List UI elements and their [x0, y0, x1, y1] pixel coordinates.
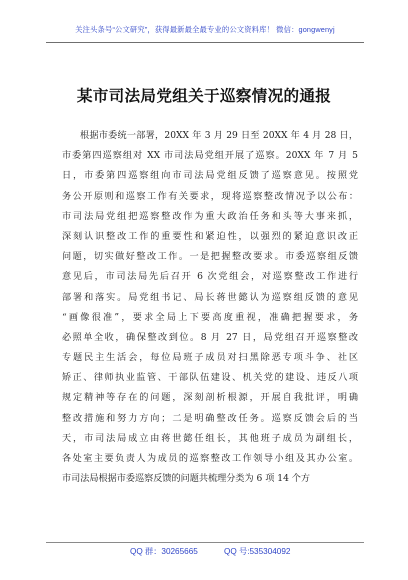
footer-qq-number: QQ 号:535304092 — [224, 547, 291, 556]
body-line: 规定精神等存在的问题，深刻剖析根源，开展自我批评，明确 — [62, 393, 358, 404]
body-line: 矫正、律师执业监管、干部队伍建设、机关党的建设、违反八项 — [62, 373, 358, 384]
page-footer — [0, 542, 408, 558]
body-line: 根据市委统一部署，20XX 年 3 月 29 日至 20XX 年 4 月 28 日， — [80, 131, 358, 141]
footer-divider — [46, 542, 364, 543]
body-line: 专题民主生活会，每位局班子成员对扫黑除恶专项斗争、社区 — [62, 353, 358, 364]
body-line: 天，市司法局成立由蒋世懿任组长，其他班子成员为副组长， — [62, 433, 358, 444]
body-line: 市司法局根据市委巡察反馈的问题共梳理分类为 6 项 14 个方 — [62, 474, 311, 485]
body-line: 日，市委第四巡察组向市司法局党组反馈了巡察意见。按照党 — [62, 171, 358, 182]
body-line: 部署和落实。局党组书记、局长蒋世懿认为巡察组反馈的意见 — [62, 292, 358, 303]
document-body — [62, 126, 358, 489]
body-line: 市委第四巡察组对 XX 市司法局党组开展了巡察。20XX 年 7 月 5 — [62, 151, 358, 162]
body-line: 问题，切实做好整改工作。一是把握整改要求。市委巡察组反馈 — [62, 252, 358, 263]
header-promo-text: 关注头条号“公文研究”，获得最新最全最专业的公文资料库！ 微信：gongwenyj — [75, 25, 335, 34]
body-line: 意见后，市司法局先后召开 6 次党组会，对巡察整改工作进行 — [62, 272, 358, 283]
body-line: 各处室主要负责人为成员的巡察整改工作领导小组及其办公室。 — [62, 454, 358, 464]
body-line: 深刻认识整改工作的重要性和紧迫性，以强烈的紧迫意识改正 — [62, 231, 358, 242]
body-line: 务公开原则和巡察工作有关要求，现将巡察整改情况予以公布： — [62, 191, 358, 202]
body-line: “画像很准”，要求全局上下要高度重视，准确把握要求，务 — [62, 312, 358, 323]
body-line: 必照单全收，确保整改到位。8 月 27 日，局党组召开巡察整改 — [62, 332, 358, 343]
document-title: 某市司法局党组关于巡察情况的通报 — [76, 86, 332, 105]
footer-qq-group: QQ 群：30265665 — [130, 547, 198, 556]
body-line: 整改措施和努力方向；二是明确整改任务。巡察反馈会后的当 — [62, 413, 358, 424]
page-header — [46, 22, 364, 43]
body-line: 市司法局党组把巡察整改作为重大政治任务和头等大事来抓， — [62, 211, 358, 222]
